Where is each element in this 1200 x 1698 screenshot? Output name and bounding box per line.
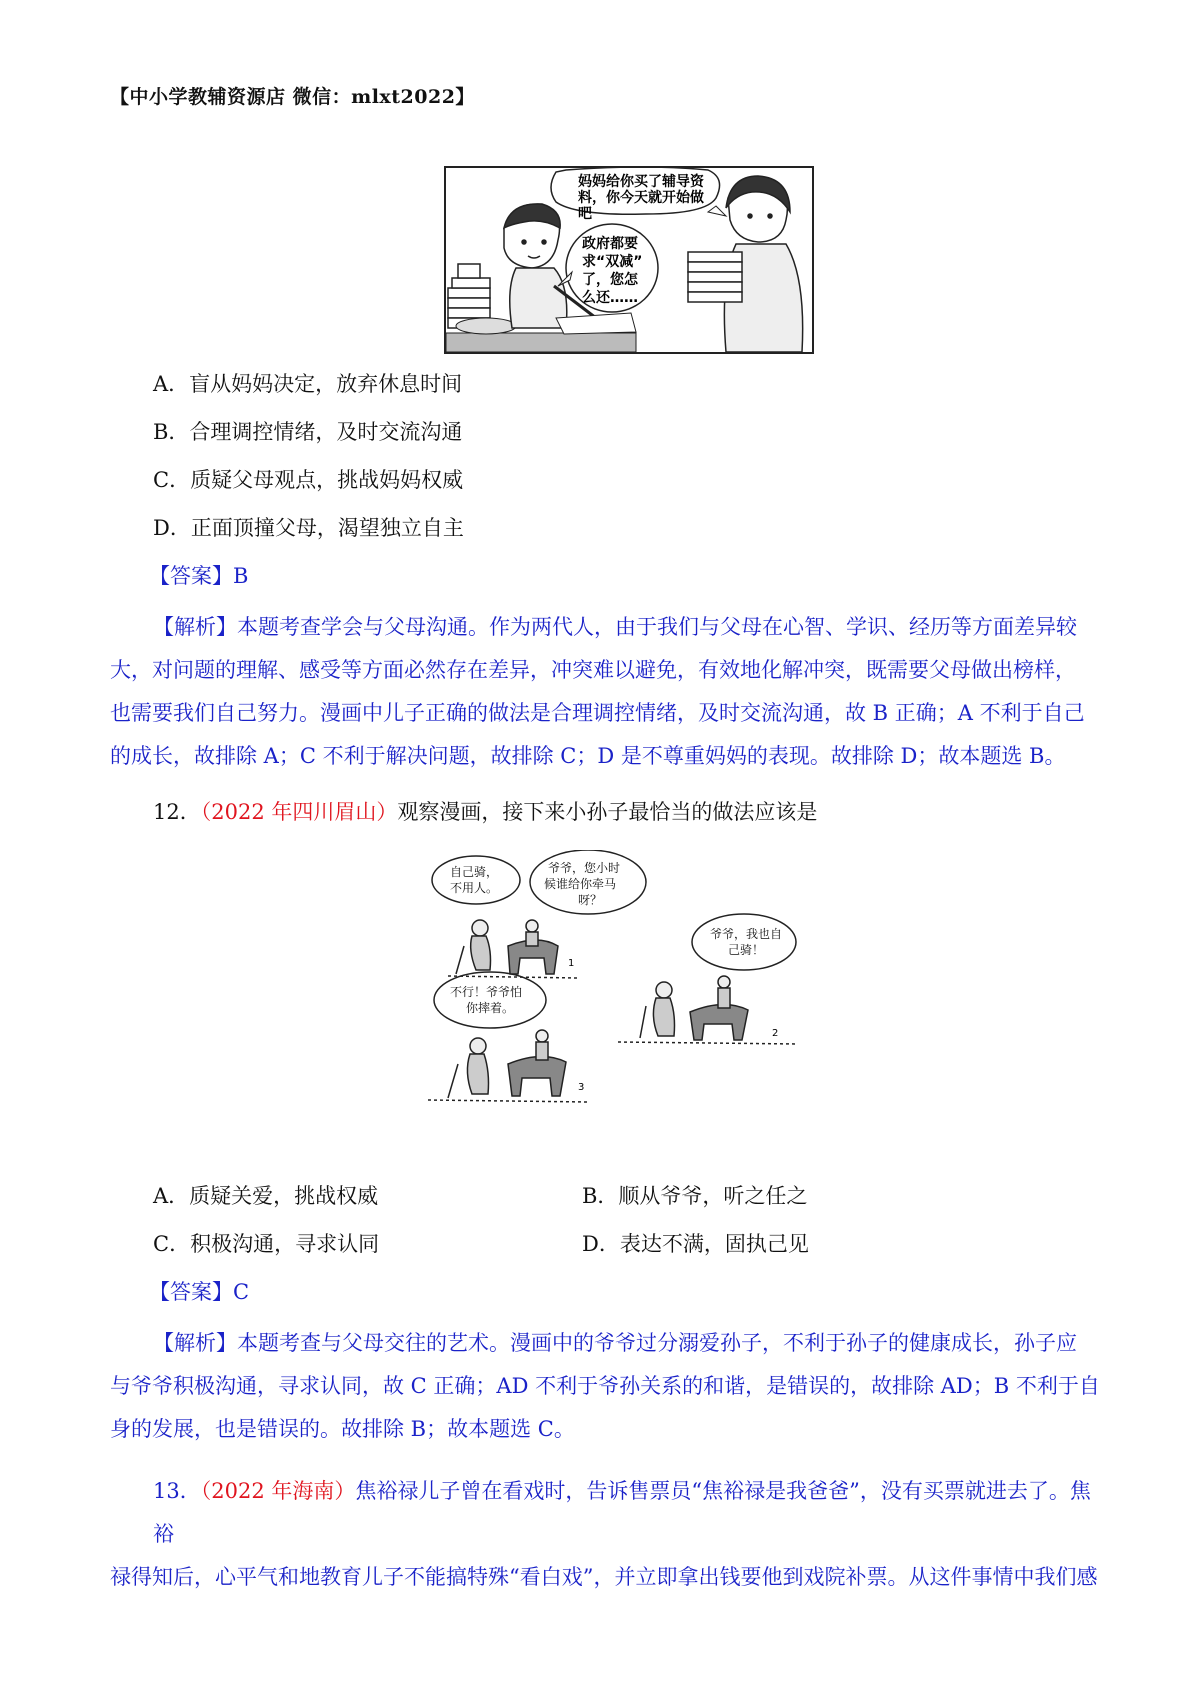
analysis-line: 的成长，故排除 A；C 不利于解决问题，故排除 C；D 是不尊重妈妈的表现。故排除 D；故本题选 B。 [110,744,1066,768]
panel-number-3: 3 [578,1082,585,1093]
q12-stem [153,798,817,826]
question-text: 观察漫画，接下来小孙子最恰当的做法应该是 [397,800,818,824]
q11-answer [149,562,248,590]
comic-grandpa-horse [428,850,848,1112]
answer-value: B [233,564,249,588]
analysis-line: 身的发展，也是错误的。故排除 B；故本题选 C。 [110,1417,575,1441]
analysis-label: 【解析】 [153,1331,237,1355]
q12-option-a: A．质疑关爱，挑战权威 [153,1184,379,1208]
bubble4-line-2: 你摔着。 [466,1001,515,1015]
answer-label: 【答案】 [149,564,233,588]
boy-bubble-line-1: 政府都要 [582,236,638,252]
panel-number-2: 2 [772,1028,779,1039]
q13-line: 13．（2022 年海南）焦裕禄儿子曾在看戏时，告诉售票员“焦裕禄是我爸爸”，没有买票就进去了。焦裕 [153,1479,1091,1546]
page-header: 【中小学教辅资源店 微信：mlxt2022】 [110,86,475,108]
bubble4-line-1: 不行！爷爷怕 [450,985,523,999]
analysis-line: 与爷爷积极沟通，寻求认同，故 C 正确；AD 不利于爷孙关系的和谐，是错误的，故排除 AD；B 不利于自 [110,1374,1100,1398]
analysis-line: 也需要我们自己努力。漫画中儿子正确的做法是合理调控情绪，及时交流沟通，故 B 正确；A 不利于自己 [110,701,1085,725]
comic-illustration-1 [446,168,812,352]
question-source: （2022 年海南） [200,1479,356,1503]
bubble3-line-2: 己骑！ [728,943,765,957]
bubble2-line-1: 爷爷，您小时 [548,861,621,875]
question-number: 13． [153,1479,201,1503]
mom-bubble-line-1: 妈妈给你买了辅导资 [578,174,704,190]
q13-line: 禄得知后，心平气和地教育儿子不能搞特殊“看白戏”，并立即拿出钱要他到戏院补票。从这件事情中我们感 [110,1565,1098,1589]
boy-bubble-line-2: 求“双减” [582,254,643,270]
comic-double-reduction [444,166,814,354]
boy-bubble-line-3: 了，您怎 [582,272,638,288]
mom-bubble-line-3: 吧 [578,206,592,222]
q12-analysis [110,1322,1100,1451]
panel1-figures [448,920,578,978]
panel2-figures [618,976,798,1044]
bubble1-line-1: 自己骑， [450,865,499,879]
desk-shape [446,333,636,352]
q12-option-d: D．表达不满，固执己见 [582,1232,809,1256]
panel3-figures [428,1030,588,1102]
question-source: （2022 年四川眉山） [200,800,398,824]
q12-option-b: B．顺从爷爷，听之任之 [582,1184,808,1208]
bubble2-line-2: 候谁给你牵马 [544,877,617,891]
analysis-line: 【解析】本题考查与父母交往的艺术。漫画中的爷爷过分溺爱孙子，不利于孙子的健康成长，孙子应 [153,1331,1077,1355]
q11-option-d: D．正面顶撞父母，渴望独立自主 [153,516,464,540]
question-number: 12． [153,800,201,824]
mom-bubble-line-2: 料，你今天就开始做 [578,190,704,206]
boy-bubble-line-4: 么还…… [582,290,638,306]
q12-answer [149,1278,249,1306]
q11-option-c: C．质疑父母观点，挑战妈妈权威 [153,468,464,492]
bubble2-line-3: 呀？ [578,893,603,907]
panel-number-1: 1 [568,958,575,969]
analysis-label: 【解析】 [153,615,237,639]
analysis-line: 大，对问题的理解、感受等方面必然存在差异，冲突难以避免，有效地化解冲突，既需要父母做出榜样， [110,658,1076,682]
bubble1-line-2: 不用人。 [450,881,499,895]
q13-stem [110,1470,1100,1599]
q11-option-b: B．合理调控情绪，及时交流沟通 [153,420,463,444]
answer-value: C [233,1280,250,1304]
comic-illustration-2 [428,850,848,1112]
answer-label: 【答案】 [149,1280,233,1304]
bubble3-line-1: 爷爷，我也自 [710,927,783,941]
analysis-line: 【解析】本题考查学会与父母沟通。作为两代人，由于我们与父母在心智、学识、经历等方面差异较 [153,615,1077,639]
q11-analysis [110,606,1100,778]
q11-option-a: A．盲从妈妈决定，放弃休息时间 [153,372,463,396]
q12-option-c: C．积极沟通，寻求认同 [153,1232,380,1256]
